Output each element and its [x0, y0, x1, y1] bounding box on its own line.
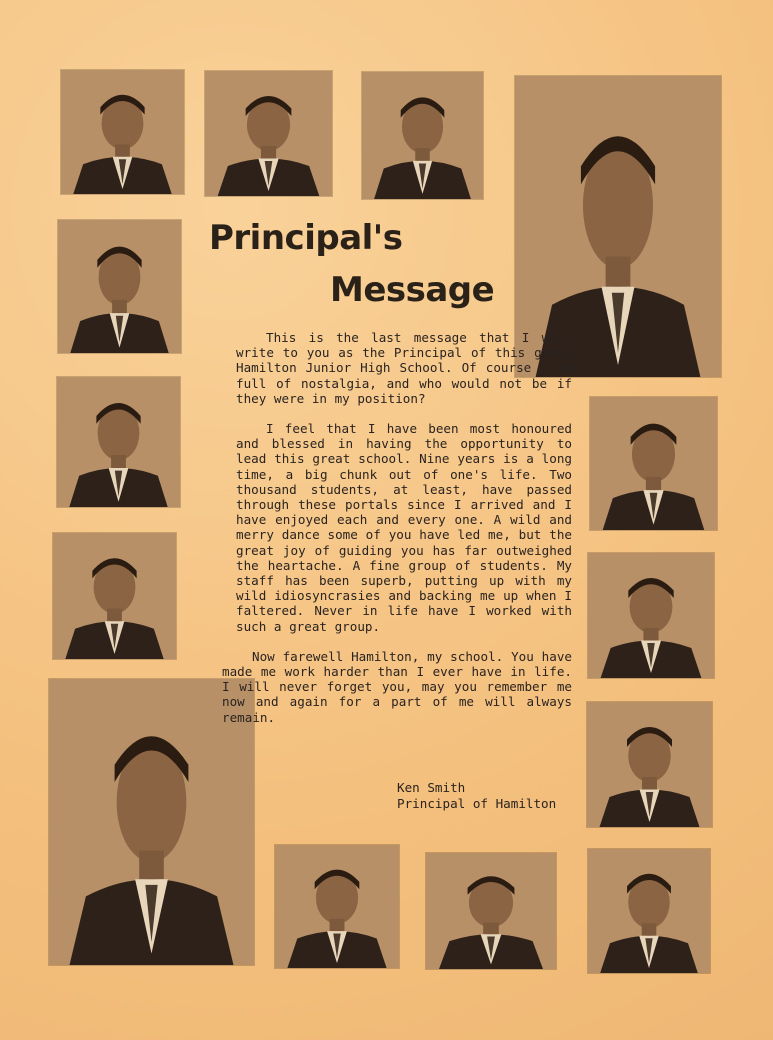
photo-principal-speaking-3 [362, 72, 483, 199]
photo-principal-speaking-1 [61, 70, 184, 194]
signature-position: Principal of Hamilton [397, 796, 557, 811]
page-title-line1: Principal's [209, 218, 403, 258]
photo-principal-speaking-5 [53, 533, 176, 659]
message-paragraph-1: This is the last message that I will write to you as the Principal of this great Hamilton Junior High School. Of course I am full of nostalgia, and who would not be if they were in my position? [236, 330, 572, 406]
message-paragraph-2: I feel that I have been most honoured and blessed in having the opportunity to lead this great school. Nine years is a long time, a big chunk out of one's life. Two thousand students, at least, have passed through these portals since I arrived and I have enjoyed each and every one. A wild and merry dance some of you have led me, but the great joy of guiding you has far outweighed the heartache. A fine group of students. My staff has been superb, putting up with my wild idiosyncrasies and backing me up when I faltered. Never in life have I worked with such a great group. [236, 421, 572, 634]
photo-principal-speaking-6 [588, 553, 714, 678]
page-title-line2: Message [330, 270, 495, 310]
photo-principal-smiling [587, 702, 712, 827]
signature-name: Ken Smith [397, 780, 466, 795]
photo-principal-laughing-1 [57, 377, 180, 507]
photo-principal-speaking-7 [275, 845, 399, 968]
photo-principal-laughing-2 [590, 397, 717, 530]
signature-block [397, 780, 556, 812]
message-paragraph-3: Now farewell Hamilton, my school. You have made me work harder than I ever have in life. I will never forget you, may you remember me now and again for a part of me will always remain. [222, 648, 572, 725]
photo-principal-reading-2 [588, 849, 710, 973]
message-body [222, 330, 572, 740]
photo-principal-reading-1 [426, 853, 556, 969]
photo-principal-speaking-2 [205, 71, 332, 196]
photo-principal-speaking-4 [58, 220, 181, 353]
